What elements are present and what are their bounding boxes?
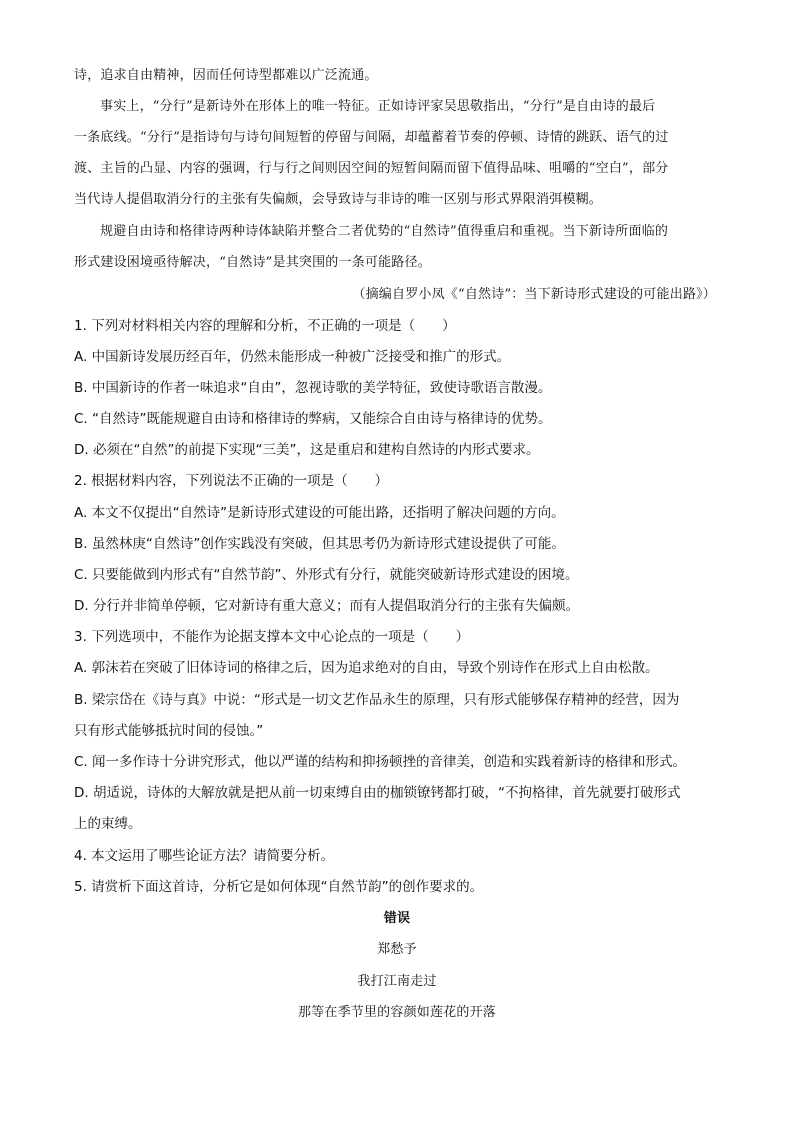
poem-line: 我打江南走过: [357, 974, 437, 989]
option-1a: A. 中国新诗发展历经百年，仍然未能形成一种被广泛接受和推广的形式。: [74, 349, 511, 365]
option-1b: B. 中国新诗的作者一味追求“自由”，忽视诗歌的美学特征，致使诗歌语言散漫。: [74, 380, 552, 396]
option-1c: C. “自然诗”既能规避自由诗和格律诗的弊病，又能综合自由诗与格律诗的优势。: [74, 411, 552, 427]
option-3d: D. 胡适说，诗体的大解放就是把从前一切束缚自由的枷锁镣铐都打破，“不拘格律，首先就要打破形式: [74, 785, 681, 801]
question-4: 4. 本文运用了哪些论证方法？请简要分析。: [74, 848, 335, 864]
option-2d: D. 分行并非简单停顿，它对新诗有重大意义；而有人提倡取消分行的主张有失偏颇。: [74, 598, 579, 614]
question-5: 5. 请赏析下面这首诗，分析它是如何体现“自然节韵”的创作要求的。: [74, 879, 484, 895]
question-3: 3. 下列选项中，不能作为论据支撑本文中心论点的一项是（ ）: [74, 629, 470, 645]
passage-line: 诗，追求自由精神，因而任何诗型都难以广泛流通。: [74, 68, 378, 83]
passage-line: 事实上，“分行”是新诗外在形体上的唯一特征。正如诗评家吴思敬指出，“分行”是自由诗的最后: [100, 99, 656, 114]
source-citation: （摘编自罗小凤《“自然诗”：当下新诗形式建设的可能出路》）: [352, 287, 716, 302]
passage-line: 规避自由诗和格律诗两种诗体缺陷并整合二者优势的“自然诗”值得重启和重视。当下新诗所面临的: [100, 224, 669, 239]
option-2b: B. 虽然林庚“自然诗”创作实践没有突破，但其思考仍为新诗形式建设提供了可能。: [74, 536, 565, 552]
option-3b-continued: 只有形式能够抵抗时间的侵蚀。”: [74, 723, 264, 739]
option-3b: B. 梁宗岱在《诗与真》中说：“形式是一切文艺作品永生的原理，只有形式能够保存精神的经营，因为: [74, 692, 680, 708]
passage-line: 当代诗人提倡取消分行的主张有失偏颇，会导致诗与非诗的唯一区别与形式界限消弭模糊。: [74, 192, 603, 207]
passage-line: 渡、主旨的凸显、内容的强调，行与行之间则因空间的短暂间隔而留下值得品味、咀嚼的“空白”，部分: [74, 161, 669, 176]
option-2a: A. 本文不仅提出“自然诗”是新诗形式建设的可能出路，还指明了解决问题的方向。: [74, 505, 565, 521]
question-1: 1. 下列对材料相关内容的理解和分析，不正确的一项是（ ）: [74, 318, 456, 334]
passage-line: 一条底线。“分行”是指诗句与诗句间短暂的停留与间隔，却蕴蓄着节奏的停顿、诗情的跳跃、语气的过: [74, 130, 669, 145]
option-3a: A. 郭沫若在突破了旧体诗词的格律之后，因为追求绝对的自由，导致个别诗作在形式上自由松散。: [74, 660, 659, 676]
passage-line: 形式建设困境亟待解决，“自然诗”是其突围的一条可能路径。: [74, 255, 431, 270]
question-2: 2. 根据材料内容，下列说法不正确的一项是（ ）: [74, 473, 389, 489]
option-1d: D. 必须在“自然”的前提下实现“三美”，这是重启和建构自然诗的内形式要求。: [74, 442, 540, 458]
poem-title: 错误: [383, 911, 411, 926]
option-2c: C. 只要能做到内形式有“自然节韵”、外形式有分行，就能突破新诗形式建设的困境。: [74, 567, 579, 583]
poem-author: 郑愁予: [377, 942, 417, 957]
option-3c: C. 闻一多作诗十分讲究形式，他以严谨的结构和抑扬顿挫的音律美，创造和实践着新诗的格律和形式。: [74, 754, 687, 770]
poem-line: 那等在季节里的容颜如莲花的开落: [297, 1005, 496, 1020]
option-3d-continued: 上的束缚。: [74, 816, 142, 832]
